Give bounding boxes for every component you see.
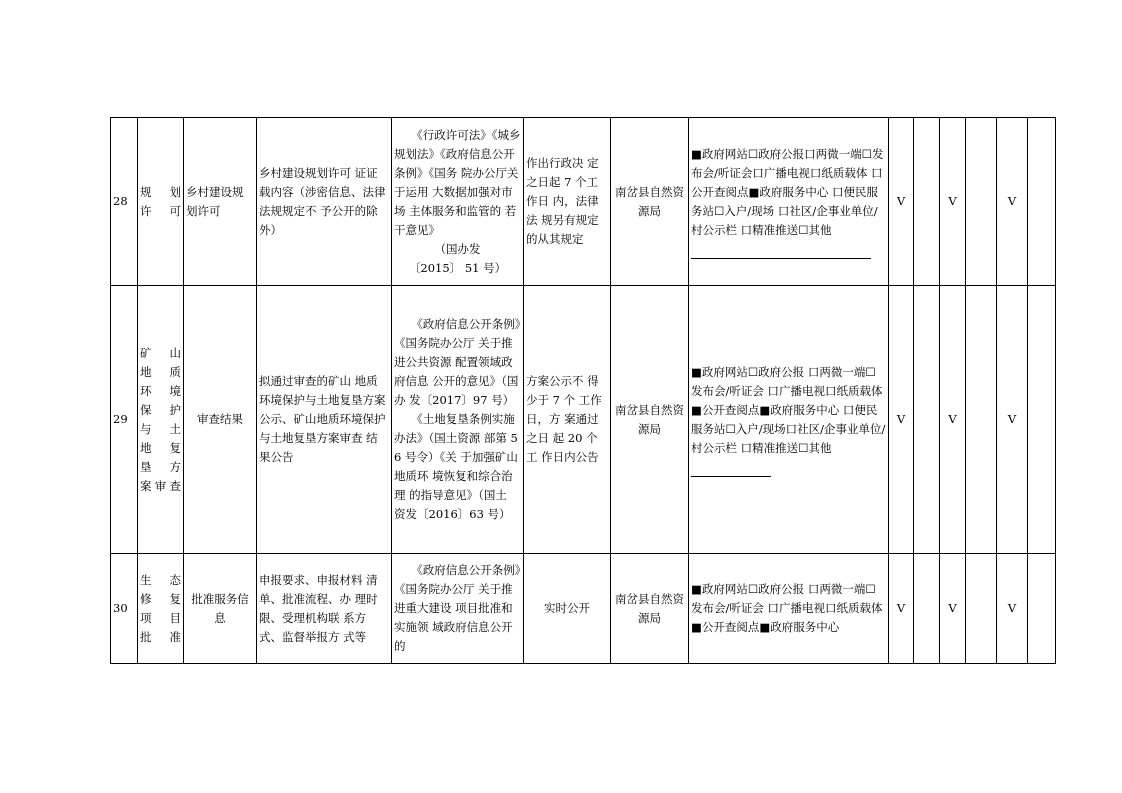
tick-mark [914,286,940,554]
row-timeframe: 实时公开 [524,554,611,664]
table-row [111,554,1056,664]
tick-mark [966,286,997,554]
tick-mark [1028,286,1056,554]
basis-line: 《行政许可法》《城乡规划法》《政府信息公开条例》《国务 院办公厅关于运用 大数据加强对市场 主体服务和监管的 若干意见》 [394,127,521,237]
row-item: 批准服务信息 [184,554,257,664]
table-row [111,118,1056,286]
row-department: 南岔县自然资源局 [611,286,689,554]
channel-text: ■政府网站☐政府公报口两微一端☐发布会/听证会口广播电视口纸质载体 口公开查阅点■政府服务中心 口便民服务站☐入户/现场 口社区/企事业单位/村公示栏 口精准推送☐其他 [691,146,884,237]
tick-mark [914,554,940,664]
tick-mark: V [940,118,966,286]
table-row [111,286,1056,554]
row-department: 南岔县自然资源局 [611,554,689,664]
tick-mark [966,118,997,286]
row-department: 南岔县自然资源局 [611,118,689,286]
row-basis [392,554,524,664]
row-category: 规 划许可 [138,118,184,286]
row-item: 乡村建设规划许可 [184,118,257,286]
fill-in-blank [691,246,871,259]
row-basis [392,118,524,286]
fill-in-blank [691,464,771,477]
row-timeframe: 作出行政决 定之日起 7 个工作日 内，法律法 规另有规定的从其规定 [524,118,611,286]
row-number: 30 [111,554,138,664]
tick-mark: V [940,286,966,554]
disclosure-table [110,117,1056,664]
row-content: 乡村建设规划许可 证证载内容（涉密信息、法律法规规定不 予公开的除外） [257,118,392,286]
row-basis [392,286,524,554]
basis-line: 《政府信息公开条例》《国务院办公厅 关于推进公共资源 配置领域政府信息 公开的意见》（国办 发〔2017〕97 号） [394,317,521,407]
row-content: 申报要求、申报材料 清单、批准流程、办 理时限、受理机构联 系方式、监督举报方 式等 [257,554,392,664]
tick-mark: V [889,554,914,664]
tick-mark [1028,554,1056,664]
tick-mark: V [997,286,1028,554]
tick-mark: V [889,286,914,554]
basis-line: 《土地复垦条例实施办法》（国土资源 部第 56 号令）《关 于加强矿山地质环 境恢复和综合治理 的指导意见》（国土 资发〔2016〕63 号） [394,412,518,521]
tick-mark [966,554,997,664]
row-item: 审查结果 [184,286,257,554]
basis-line: （国办发 [434,241,481,256]
channel-text: ■政府网站☐政府公报 口两微一端☐发布会/听证会 口广播电视口纸质载体 ■公开查阅点■政府服务中心 口便民服务站☐入户/现场口社区/企事业单位/村公示栏 口精准推送☐其他 [691,364,886,455]
row-number: 28 [111,118,138,286]
tick-mark: V [889,118,914,286]
tick-mark [1028,118,1056,286]
tick-mark [914,118,940,286]
row-content: 拟通过审查的矿山 地质环境保护与土地复垦方案公示、矿山地质环境保护与土地复垦方案审查 结果公告 [257,286,392,554]
row-channels [689,118,889,286]
tick-mark: V [997,554,1028,664]
row-category: 矿 山地 质环 境保 护与 土地 复垦 方案审查 [138,286,184,554]
row-number: 29 [111,286,138,554]
basis-line: 《政府信息公开条例》《国务院办公厅 关于推进重大建设 项目批准和实施领 域政府信息公开的 [394,563,521,653]
row-channels: ■政府网站☐政府公报 口两微一端☐发布会/听证会 口广播电视口纸质载体 ■公开查阅点■政府服务中心 [689,554,889,664]
row-timeframe: 方案公示不 得少于 7 个 工作日，方 案通过之日 起 20 个工 作日内公告 [524,286,611,554]
row-category: 生 态修 复项 目批准 [138,554,184,664]
row-channels [689,286,889,554]
tick-mark: V [940,554,966,664]
tick-mark: V [997,118,1028,286]
basis-line: 〔2015〕 51 号） [408,260,507,275]
